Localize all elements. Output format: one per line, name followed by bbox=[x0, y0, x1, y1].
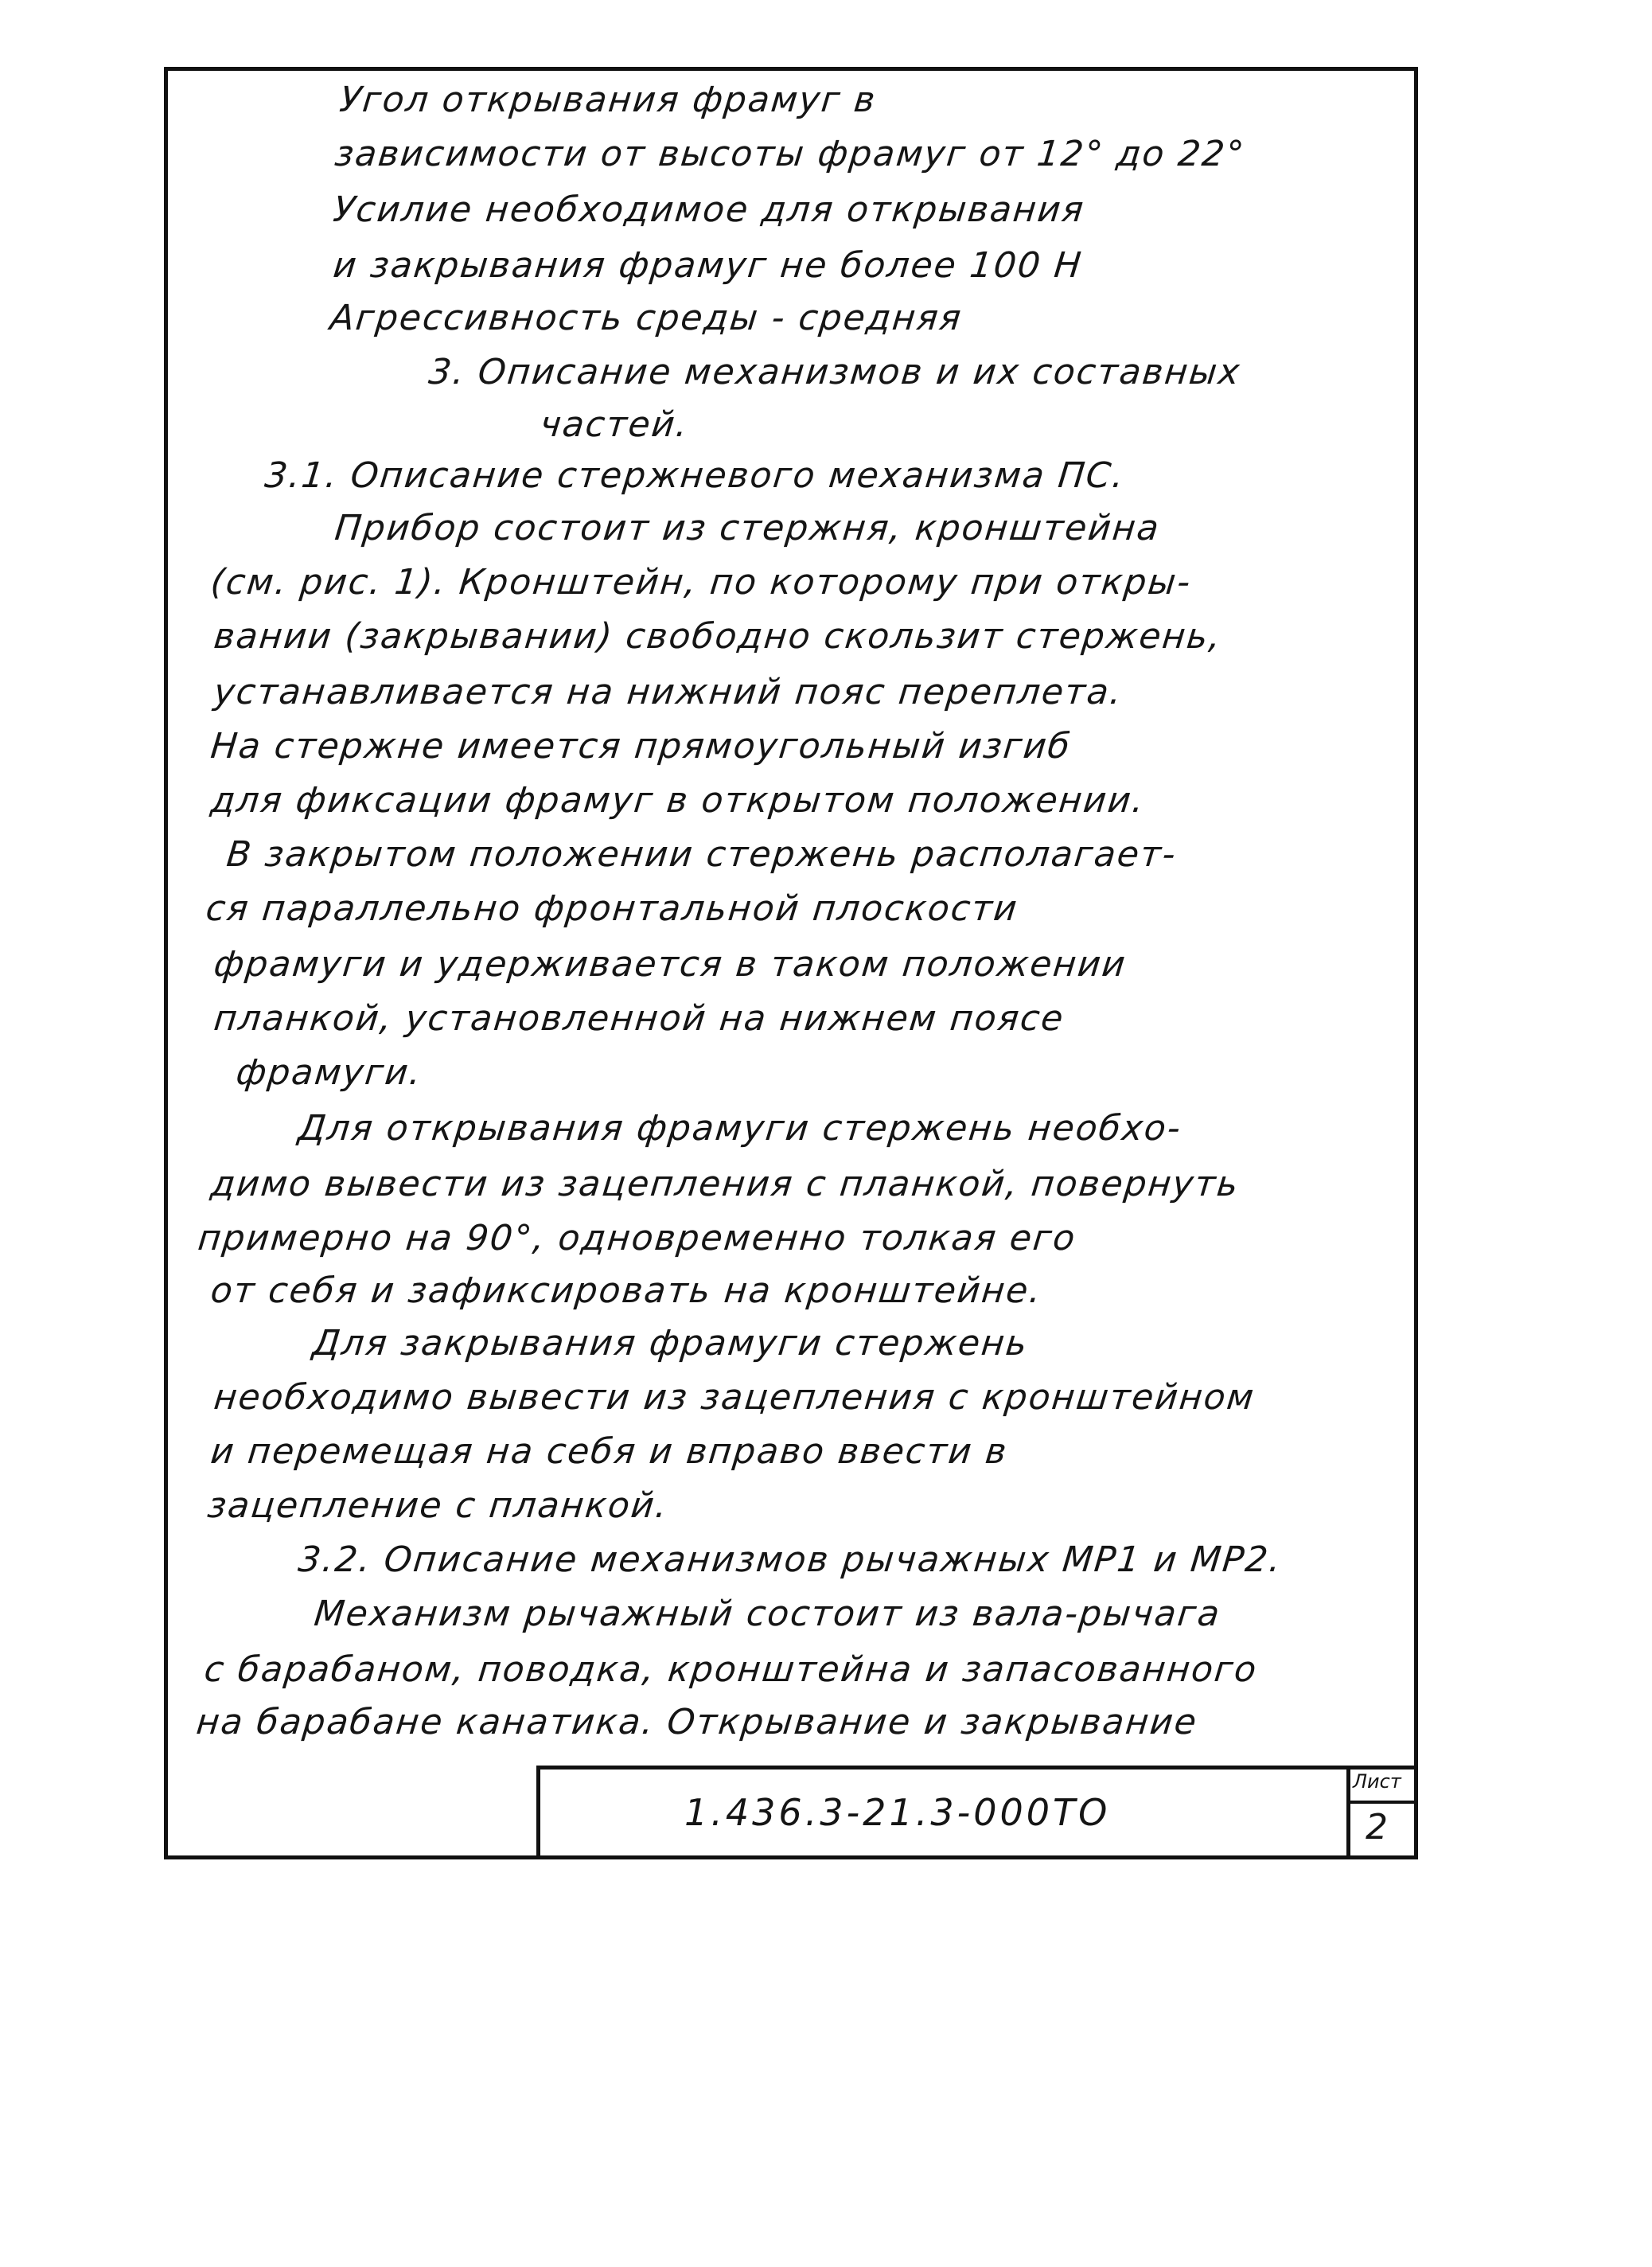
text-line: Усилие необходимое для открывания bbox=[331, 189, 1087, 230]
text-line: зависимости от высоты фрамуг от 12° до 22° bbox=[333, 134, 1248, 174]
text-line: (см. рис. 1). Кронштейн, по которому при откры- bbox=[208, 562, 1194, 603]
text-line: димо вывести из зацепления с планкой, повернуть bbox=[208, 1164, 1241, 1204]
text-line: фрамуги. bbox=[234, 1052, 425, 1093]
text-line: Для закрывания фрамуги стержень bbox=[310, 1323, 1031, 1364]
text-line: Механизм рычажный состоит из вала-рычага bbox=[312, 1594, 1223, 1634]
section-heading: частей. bbox=[538, 404, 692, 445]
text-line: с барабаном, поводка, кронштейна и запасованного bbox=[202, 1649, 1260, 1690]
text-line: Агрессивность среды - средняя bbox=[328, 298, 964, 338]
text-line: устанавливается на нижний пояс переплета. bbox=[212, 672, 1125, 712]
subsection-heading: 3.1. Описание стержневого механизма ПС. bbox=[263, 455, 1128, 496]
text-line: и закрывания фрамуг не более 100 Н bbox=[331, 245, 1085, 286]
text-line: вании (закрывании) свободно скользит стержень, bbox=[212, 616, 1225, 657]
text-line: В закрытом положении стержень располагает- bbox=[224, 834, 1179, 875]
text-line: На стержне имеется прямоугольный изгиб bbox=[208, 726, 1073, 767]
document-code: 1.436.3-21.3-000ТО bbox=[684, 1791, 1111, 1834]
text-line: Для открывания фрамуги стержень необхо- bbox=[296, 1108, 1184, 1149]
text-line: и перемещая на себя и вправо ввести в bbox=[208, 1431, 1011, 1472]
text-line: Прибор состоит из стержня, кронштейна bbox=[333, 508, 1163, 548]
title-block-divider bbox=[1346, 1766, 1350, 1859]
section-heading: 3. Описание механизмов и их составных bbox=[427, 352, 1243, 392]
text-line: необходимо вывести из зацепления с кронштейном bbox=[212, 1377, 1257, 1418]
text-line: планкой, установленной на нижнем поясе bbox=[212, 998, 1067, 1039]
text-line: зацепление с планкой. bbox=[205, 1485, 671, 1526]
sheet-number: 2 bbox=[1366, 1807, 1388, 1848]
text-line: фрамуги и удерживается в таком положении bbox=[212, 944, 1129, 985]
text-line: ся параллельно фронтальной плоскости bbox=[204, 888, 1021, 929]
text-line: от себя и зафиксировать на кронштейне. bbox=[208, 1270, 1045, 1311]
subsection-heading: 3.2. Описание механизмов рычажных МР1 и МР2. bbox=[296, 1539, 1284, 1580]
text-line: Угол открывания фрамуг в bbox=[337, 80, 879, 120]
sheet-label: Лист bbox=[1353, 1770, 1401, 1793]
text-line: примерно на 90°, одновременно толкая его bbox=[196, 1218, 1078, 1258]
text-line: на барабане канатика. Открывание и закрывание bbox=[194, 1702, 1200, 1742]
title-block-cell-divider bbox=[1346, 1801, 1418, 1804]
text-line: для фиксации фрамуг в открытом положении. bbox=[208, 780, 1147, 821]
